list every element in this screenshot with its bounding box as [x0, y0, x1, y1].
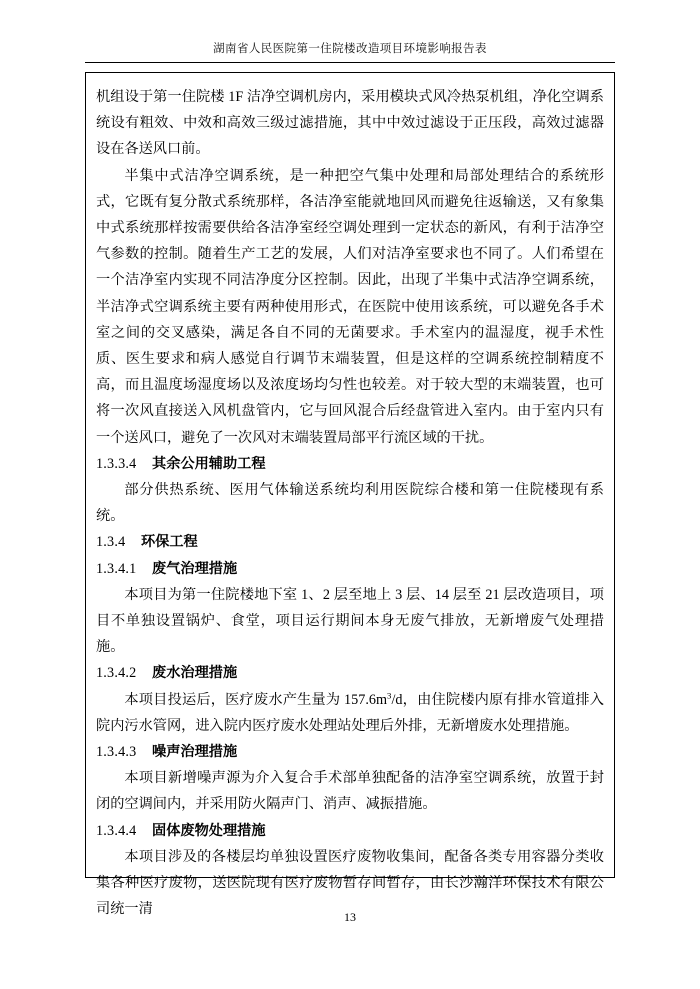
section-number: 1.3.4.4 — [96, 822, 137, 839]
section-title: 其余公用辅助工程 — [152, 455, 266, 472]
section-heading-1-3-4-3 — [96, 739, 604, 765]
section-heading-1-3-4-2 — [96, 660, 604, 686]
section-number: 1.3.4.2 — [96, 665, 137, 682]
header-divider — [85, 62, 615, 63]
section-title: 环保工程 — [140, 534, 198, 551]
section-title: 固体废物处理措施 — [152, 822, 266, 839]
section-body-1-3-4-1: 本项目为第一住院楼地下室 1、2 层至地上 3 层、14 层至 21 层改造项目，项目不单独设置锅炉、食堂，项目运行期间本身无废气排放，无新增废气处理措施。 — [96, 586, 604, 656]
section-number: 1.3.4.1 — [96, 560, 137, 577]
page-number: 13 — [344, 910, 356, 924]
section-number: 1.3.3.4 — [96, 455, 137, 472]
section-heading-1-3-4-4 — [96, 818, 604, 844]
header-title: 湖南省人民医院第一住院楼改造项目环境影响报告表 — [213, 43, 487, 55]
section-body-1-3-4-2 — [96, 687, 604, 739]
section-body-1-3-4-4: 本项目涉及的各楼层均单独设置医疗废物收集间，配备各类专用容器分类收集各种医疗废物，送医院现有医疗废物暂存间暂存，由长沙瀚洋环保技术有限公司统一清 — [96, 848, 604, 918]
section-body-1-3-3-4: 部分供热系统、医用气体输送系统均利用医院综合楼和第一住院楼现有系统。 — [96, 482, 604, 525]
paragraph-semicentral-system: 半集中式洁净空调系统，是一种把空气集中处理和局部处理结合的系统形式，它既有复分散式系统那样，各洁净室能就地回风而避免往返输送，又有象集中式系统那样按需要供给各洁净室经空调处理到一定状态的新风，有利于洁净空气参数的控制。随着生产工艺的发展，人们对洁净室要求也不同了。人们希望在一个洁净室内实现不同洁净度分区控制。因此，出现了半集中式洁净空调系统，半洁净式空调系统主要有两种使用形式，在医院中使用该系统，可以避免各手术室之间的交叉感染，满足各自不同的无菌要求。手术室内的温湿度，视手术性质、医生要求和病人感觉自行调节末端装置，但是这样的空调系统控制精度不高，而且温度场湿度场以及浓度场均匀性也较差。对于较大型的末端装置，也可将一次风直接送入风机盘管内，它与回风混合后经盘管进入室内。由于室内只有一个送风口，避免了一次风对末端装置局部平行流区域的干扰。 — [96, 167, 604, 446]
section-title: 废气治理措施 — [152, 560, 238, 577]
wastewater-text-before: 本项目投运后，医疗废水产生量为 157.6m — [124, 691, 388, 708]
section-title: 噪声治理措施 — [152, 744, 238, 761]
section-number: 1.3.4 — [96, 534, 126, 551]
section-heading-1-3-4 — [96, 529, 604, 555]
wastewater-text-after: /d，由住院楼内原有排水管道排入院内污水管网，进入院内医疗废水处理站处理后外排，无新增废水处理措施。 — [96, 691, 604, 734]
section-heading-1-3-3-4 — [96, 451, 604, 477]
section-heading-1-3-4-1 — [96, 556, 604, 582]
section-title: 废水治理措施 — [152, 665, 238, 682]
paragraph-intro: 机组设于第一住院楼 1F 洁净空调机房内，采用模块式风冷热泵机组，净化空调系统设有粗效、中效和高效三级过滤措施，其中中效过滤设于正压段，高效过滤器设在各送风口前。 — [96, 89, 604, 158]
section-number: 1.3.4.3 — [96, 744, 137, 761]
document-body — [96, 84, 604, 923]
section-body-1-3-4-3: 本项目新增噪声源为介入复合手术部单独配备的洁净室空调系统，放置于封闭的空调间内，并采用防火隔声门、消声、减振措施。 — [96, 770, 604, 813]
page-header — [85, 40, 615, 56]
wastewater-unit-exponent: 3 — [387, 689, 392, 700]
